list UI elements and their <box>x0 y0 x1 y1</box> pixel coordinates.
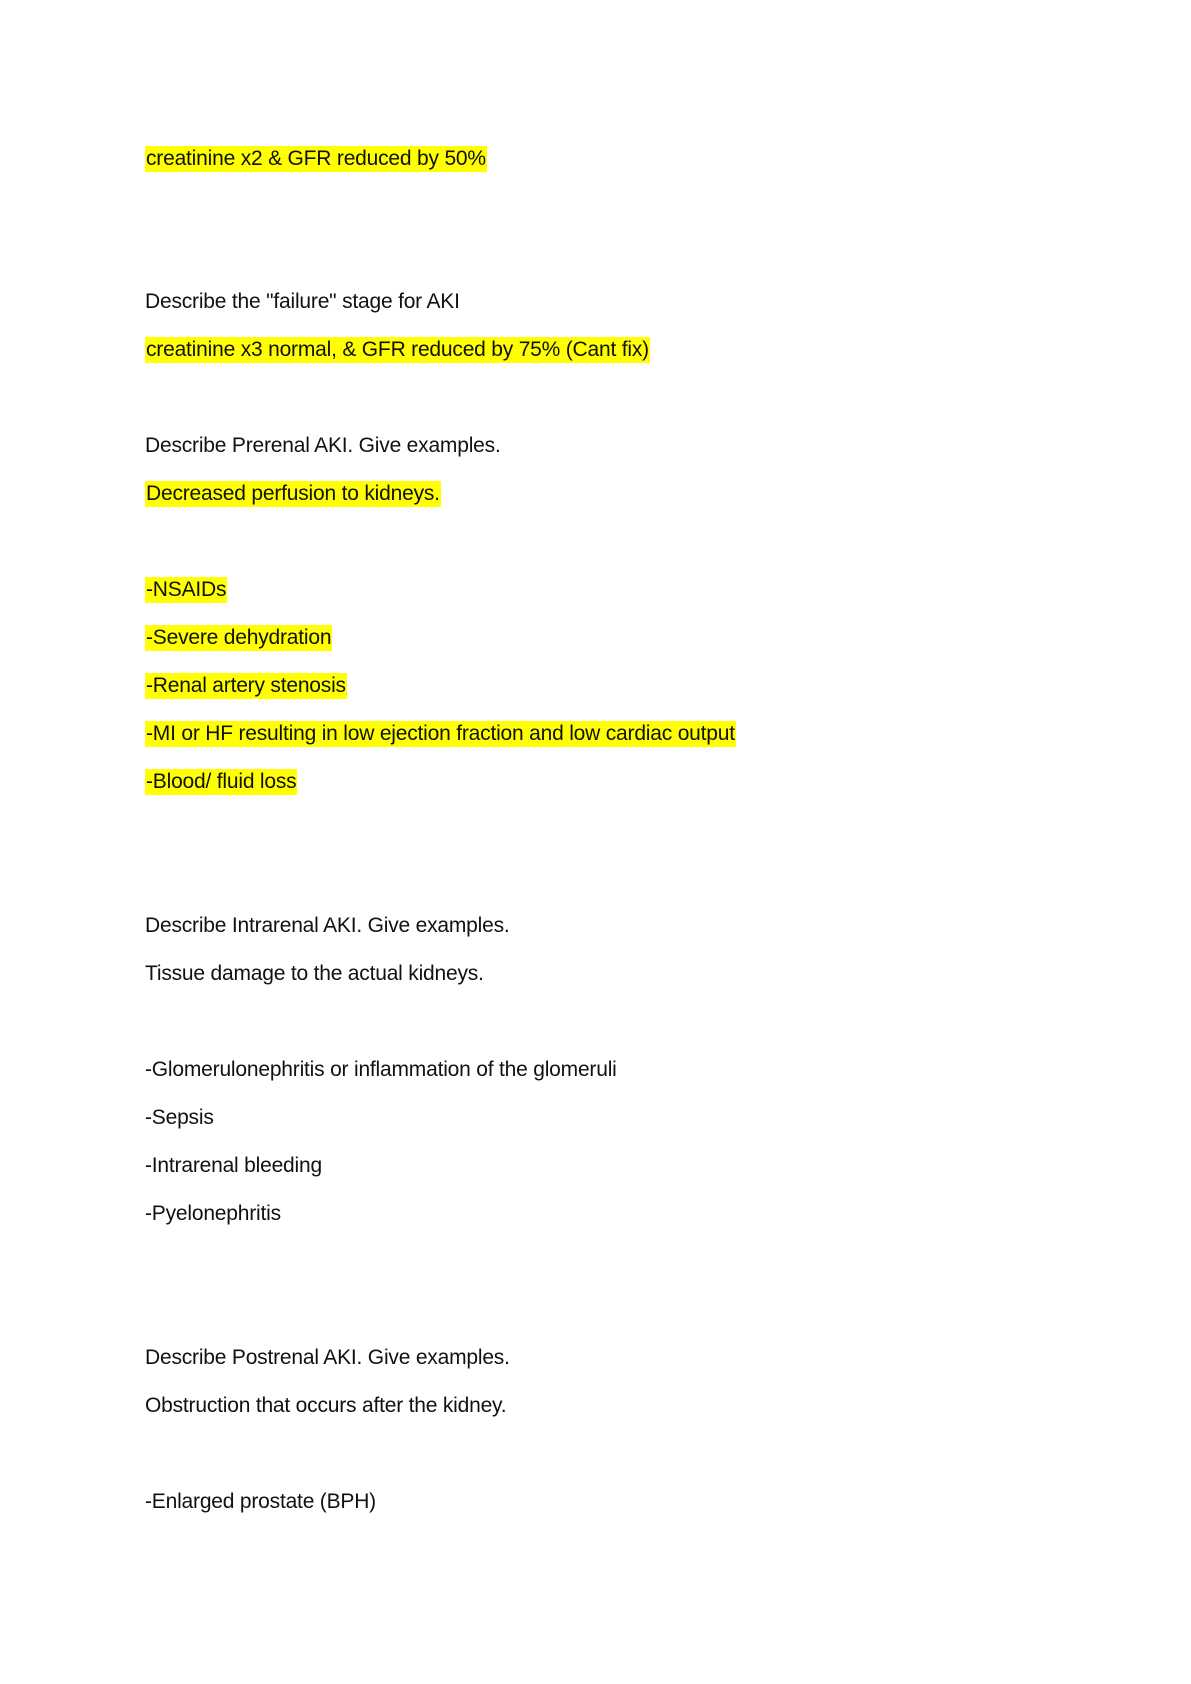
list-item-text: -Sepsis <box>145 1106 214 1129</box>
question-text: Describe the "failure" stage for AKI <box>145 290 460 313</box>
highlighted-text: Decreased perfusion to kidneys. <box>146 482 440 505</box>
highlighted-text: -NSAIDs <box>146 578 227 601</box>
highlighted-text: creatinine x3 normal, & GFR reduced by 75% (Cant fix) <box>146 338 649 361</box>
question-text: Describe Intrarenal AKI. Give examples. <box>145 914 510 937</box>
answer-risk-stage <box>145 145 487 173</box>
highlighted-text: -Severe dehydration <box>146 626 332 649</box>
list-item <box>145 1152 322 1180</box>
list-item <box>145 1056 617 1084</box>
answer-text: Obstruction that occurs after the kidney. <box>145 1394 507 1417</box>
list-item <box>145 624 332 652</box>
answer-text: Tissue damage to the actual kidneys. <box>145 962 484 985</box>
list-item <box>145 1200 281 1228</box>
list-item <box>145 720 736 748</box>
answer-intrarenal <box>145 960 484 988</box>
answer-prerenal <box>145 480 441 508</box>
list-item <box>145 672 347 700</box>
highlighted-text: -MI or HF resulting in low ejection fraction and low cardiac output <box>146 722 735 745</box>
list-item <box>145 768 297 796</box>
list-item <box>145 576 227 604</box>
list-item <box>145 1488 376 1516</box>
highlighted-text: -Blood/ fluid loss <box>146 770 297 793</box>
question-prerenal <box>145 432 501 460</box>
question-text: Describe Prerenal AKI. Give examples. <box>145 434 501 457</box>
question-text: Describe Postrenal AKI. Give examples. <box>145 1346 510 1369</box>
answer-postrenal <box>145 1392 506 1420</box>
list-item-text: -Glomerulonephritis or inflammation of the glomeruli <box>145 1058 617 1081</box>
highlighted-text: -Renal artery stenosis <box>146 674 346 697</box>
list-item-text: -Enlarged prostate (BPH) <box>145 1490 376 1513</box>
question-intrarenal <box>145 912 510 940</box>
answer-failure-stage <box>145 336 650 364</box>
list-item <box>145 1104 214 1132</box>
list-item-text: -Pyelonephritis <box>145 1202 281 1225</box>
question-postrenal <box>145 1344 510 1372</box>
list-item-text: -Intrarenal bleeding <box>145 1154 322 1177</box>
highlighted-text: creatinine x2 & GFR reduced by 50% <box>146 147 486 170</box>
question-failure-stage <box>145 288 460 316</box>
